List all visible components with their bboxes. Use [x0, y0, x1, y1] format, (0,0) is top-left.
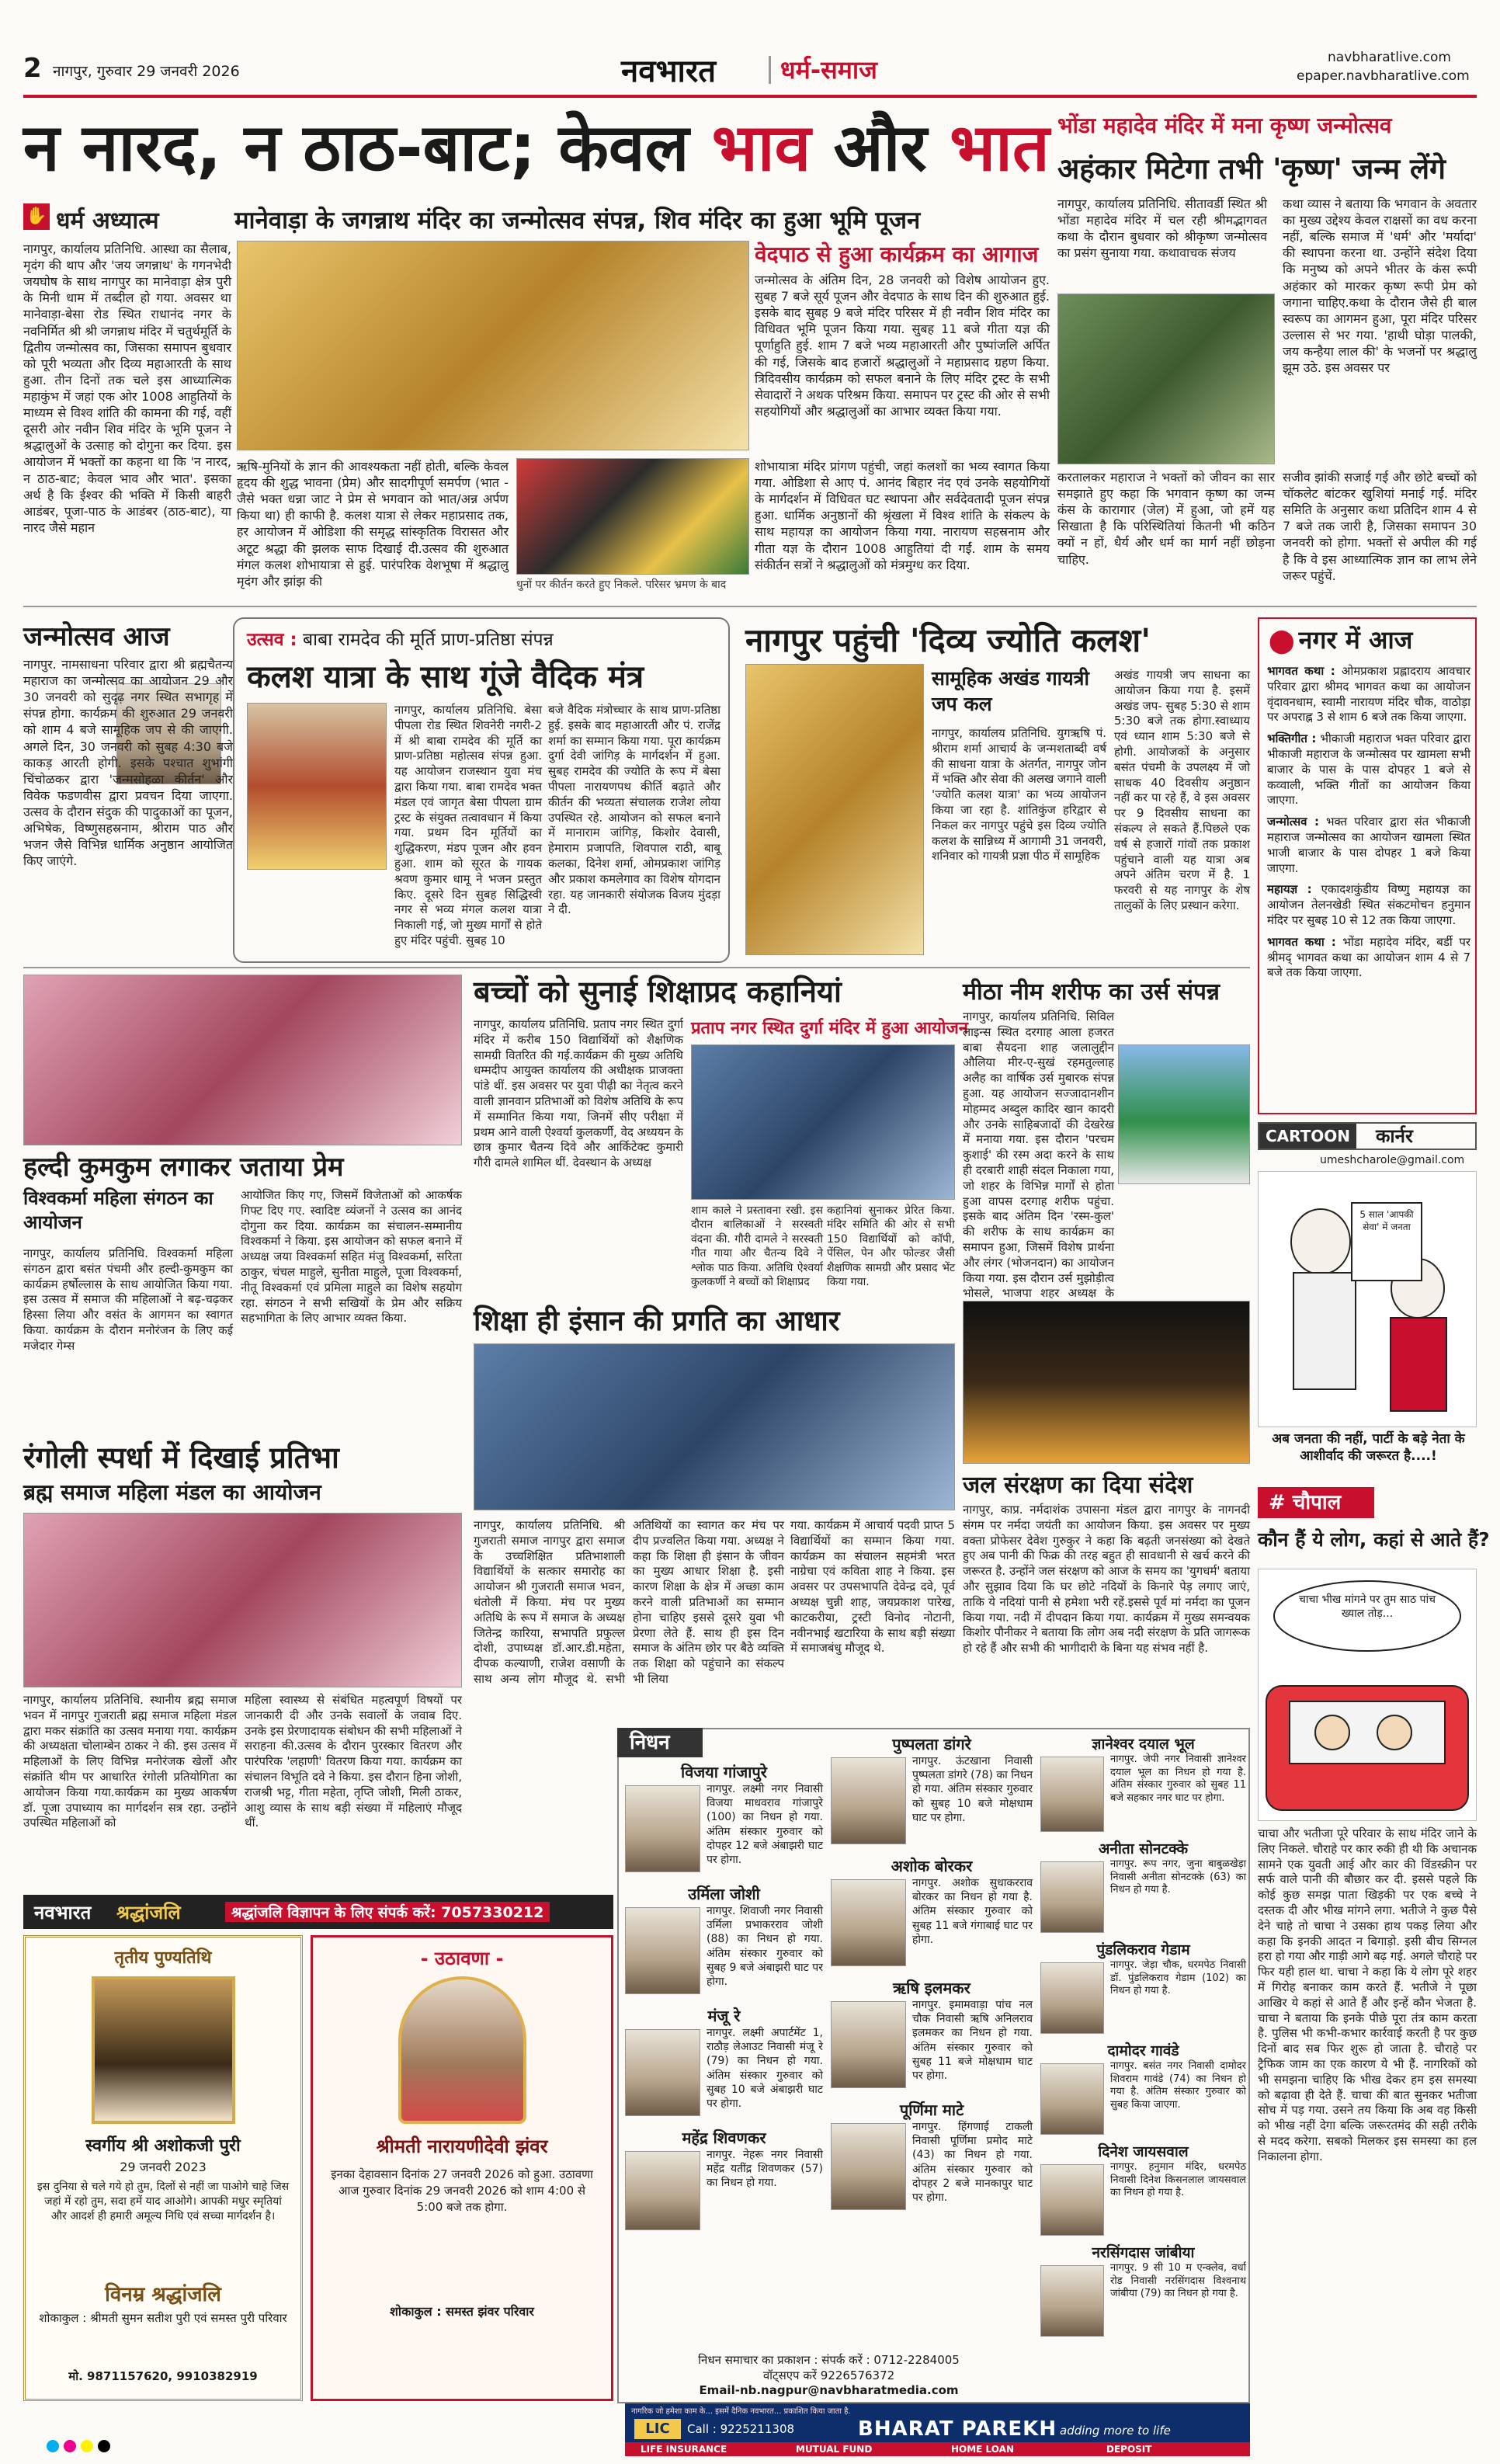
- jyoti-body2: अखंड गायत्री जप साधना का आयोजन किया गया है. इसमें अखंड जप- सुबह 5:30 से शाम 5:30 बजे तक होगा.स्वाध्याय एवं ध्यान शाम 5:30 बजे से होगी. आयोजकों के अनुसार बसंत पंचमी के उपलक्ष्य में जो साधक 40 दिवसीय अनुष्ठान नहीं कर पा रहे हैं, वे इस अवसर पर 9 दिवसीय साधना का संकल्प ले सकते हैं.पिछले एक वर्ष से हजारों गांवों तक प्रकाश पहुंचाने वाली यह यात्रा अब अपने अंतिम चरण में है. 1 फरवरी से यह नागपुर के शेष तालुकों के लिए प्रस्थान करेगा.: [1114, 668, 1250, 912]
- shiksha-headline: शिक्षा ही इंसान की प्रगति का आधार: [474, 1305, 840, 1337]
- bhonda-kicker: भोंडा महादेव मंदिर में मना कृष्ण जन्मोत्सव: [1057, 113, 1392, 138]
- bottom-ad: [625, 2403, 1250, 2456]
- rangoli-sub: ब्रह्म समाज महिला मंडल का आयोजन: [23, 1479, 321, 1505]
- kalash-body2: बजे वैदिक मंत्रोच्चार के साथ प्राण-प्रतिष्ठा हुई. इसके बाद महाआरती और पं. राजेंद्र शर्मा का सम्मान किया गया. पूरा कार्यक्रम दुर्गा देवी जांगिड़ के मार्गदर्शन में हुआ. सुबह रामदेव की ज्योति के रूप में बेसा पीपला नारायणपथ कीर्ति बढ़ाते और कीर्तन की भव्यता संचालक राजेश लोया उपस्थित रहे. आयोजन को सफल बनाने में मानाराम जांगिड़, किशोर देवासी, हेमाराम प्रजापति, शिवपाल राठी, बाबू कलका, दिनेश शर्मा, ओमप्रकाश जांगिड़ और प्रकाश कमलेगाव का विशेष योगदान रहा. यह जानकारी संयोजक विजय मुंदड़ा ने दी.: [548, 703, 720, 917]
- haldi-headline: हल्दी कुमकुम लगाकर जताया प्रेम: [23, 1152, 344, 1183]
- column-tag-label: धर्म अध्यात्म: [56, 207, 159, 235]
- kahaniyan-caption2: कहानियां सुनाकर प्रेरित किया. मंदिर समिति की ओर से सभी 150 विद्यार्थियों को कॉपी, पेंसिल, पेन और फोल्डर जैसी शैक्षणिक सामग्री और प्रसाद भेंट किया गया.: [827, 1204, 955, 1289]
- obituary-photo: [1040, 1757, 1104, 1832]
- haldi-body: नागपुर, कार्यालय प्रतिनिधि. विश्वकर्मा महिला संगठन द्वारा बसंत पंचमी और हल्दी-कुमकुम का कार्यक्रम हर्षोल्लास के साथ आयोजित किया गया. इस उत्सव में समाज की महिलाओं ने बढ़-चढ़कर हिस्सा लिया और वसंत के आगमन का स्वागत किया. कार्यक्रम के दौरान मनोरंजन के लिए कई मजेदार गेम्स: [23, 1246, 233, 1353]
- tribute-family: शोकाकुल : श्रीमती सुमन सतीश पुरी एवं समस्त पुरी परिवार: [39, 2311, 287, 2325]
- cartoon-email[interactable]: umeshcharole@gmail.com: [1320, 1154, 1465, 1166]
- kalash-body: नागपुर, कार्यालय प्रतिनिधि. बेसा पीपला रोड स्थित शिवनेरी नगरी-2 में श्री बाबा रामदेव की मूर्ति का प्राण-प्रतिष्ठा महोत्सव संपन्न हुआ. यह आयोजन राजस्थान युवा मंच द्वारा किया गया. बाबा रामदेव भक्त मंडल एवं जागृत बेसा पीपला ग्राम ट्रस्ट के संयुक्त तत्वावधान में किया गया. प्रथम दिन मूर्तियों का शुद्धिकरण, मंडप पूजन और हवन हुआ. शाम को सूरत के गायक श्रवण कुमार धामू ने भजन प्रस्तुत किए. दूसरे दिन सुबह सिद्धिस्वी नगर से भव्य मंगल कलश यात्रा निकाली गई, जो मुख्य मार्गों से होते हुए मंदिर पहुंची. सुबह 10: [394, 703, 542, 947]
- obituary-entry: [625, 2005, 823, 2119]
- lead-right-body: जन्मोत्सव के अंतिम दिन, 28 जनवरी को विशेष आयोजन हुए. सुबह 7 बजे सूर्य पूजन और वेदपाठ के साथ दिन की शुरुआत हुई. इसके बाद सुबह 9 बजे मंदिर परिसर में ही नवीन शिव मंदिर का विधिवत भूमि पूजन किया गया. सुबह 11 बजे गीता यज्ञ की पूर्णाहुति हुई. शाम 7 बजे भव्य महाआरती और पुष्पांजलि अर्पित की गई, जिसके बाद हजारों श्रद्धालुओं ने महाप्रसाद ग्रहण किया. त्रिदिवसीय कार्यक्रम को सफल बनाने के लिए मंदिर ट्रस्ट के सभी सेवादारों ने अथक परिश्रम किया. समापन पर ट्रस्ट की ओर से सभी सहयोगियों और श्रद्धालुओं का आभार व्यक्त किया गया.: [755, 273, 1050, 419]
- lead-headline: [23, 109, 1048, 194]
- kalash-photo: [247, 703, 387, 870]
- obituary-name: नरसिंगदास जांबीया: [1092, 2244, 1195, 2261]
- list-item: [1267, 664, 1470, 725]
- obituary-photo: [831, 2001, 906, 2088]
- masthead-rule: [23, 95, 1477, 98]
- kahaniyan-caption: शाम काले ने प्रस्तावना रखी. इस दौरान बालिकाओं ने सरस्वती वंदना की. गौरी दामले ने सरस्वती गीत गाया और चैतन्य दिवे ने श्लोक पाठ किया. अतिथि ऐश्वर्या कुलकर्णी ने बच्चों को शिक्षाप्रद: [691, 1204, 823, 1289]
- obituary-photo: [625, 2151, 700, 2230]
- cartoon-bubble: 5 साल 'आपकी सेवा' में जनता: [1359, 1209, 1414, 1232]
- lead-subhead: मानेवाड़ा के जगन्नाथ मंदिर का जन्मोत्सव संपन्न, शिव मंदिर का हुआ भूमि पूजन: [234, 207, 921, 235]
- tribute-ad-title: - उठावणा -: [420, 1948, 504, 1969]
- urs-headline: मीठा नीम शरीफ का उर्स संपन्न: [963, 978, 1220, 1006]
- cartoon-header: [1258, 1122, 1477, 1150]
- location-pin-icon: ⬤: [1269, 627, 1295, 655]
- tribute-name: श्रीमती नारायणीदेवी झंवर: [376, 2136, 548, 2157]
- cartoon-drawing: [1258, 1171, 1477, 1427]
- bhonda-headline: अहंकार मिटेगा तभी 'कृष्ण' जन्म लेंगे: [1057, 152, 1446, 186]
- obituary-name: ऋषि इलमकर: [893, 1979, 970, 1997]
- rangoli-photo: [23, 1513, 462, 1687]
- urs-photo: [1118, 1044, 1250, 1184]
- obituary-photo: [1040, 2164, 1104, 2236]
- list-item: [1267, 732, 1470, 808]
- obituary-name: पूर्णिमा माटे: [899, 2101, 964, 2119]
- obituary-text: नागपुर. 9 सी 10 म एन्क्लेव, वर्धा रोड निवासी नरसिंगदास विश्वनाथ जांबीया (79) का निधन हो गया है.: [1110, 2262, 1246, 2300]
- obituary-entry: [831, 1733, 1033, 1847]
- lead-right-body2: शोभायात्रा मंदिर प्रांगण पहुंची, जहां कलशों का भव्य स्वागत किया गया. ओडिशा से आए पं. आनंद बिहार नंद एवं उनके सहयोगियों के मार्गदर्शन में विधिवत घट स्थापना और सर्वदेवतादी पूजन संपन्न हुआ. धार्मिक अनुष्ठानों की श्रृंखला में विश्व शांति के संकल्प के साथ महायज्ञ का आयोजन किया गया. नारायण सहस्रनाम और गीता यज्ञ के दौरान 1008 आहुतियां दी गईं. शाम के समय संकीर्तन सत्रों ने श्रद्धालुओं को मंत्रमुग्ध कर दिया.: [755, 459, 1050, 572]
- site-link[interactable]: navbharatlive.com: [1328, 50, 1451, 65]
- rangoli-body2: महिला स्वास्थ्य से संबंधित महत्वपूर्ण विषयों पर जानकारी दी और उनके सवालों के जवाब दिए. उनके इस प्रेरणादायक संबोधन की सभी महिलाओं ने सराहना की.उत्सव के दौरान पुरस्कार वितरण और पारंपरिक 'लहाणी' वितरण किया गया. कार्यक्रम का संचालन विभूति दवे ने किया. इस दौरान हिना जोशी, राजश्री भट्ट, गीता महेता, तृप्ति जोशी, मिली ठाकर, आशु व्यास के साथ बड़ी संख्या में महिलाएं मौजूद थीं.: [245, 1693, 462, 1830]
- cartoon-tag: CARTOON: [1259, 1124, 1356, 1149]
- jal-headline: जल संरक्षण का दिया संदेश: [963, 1472, 1193, 1499]
- obituary-photo: [625, 2029, 700, 2116]
- obituary-name: ज्ञानेश्वर दयाल भूल: [1092, 1736, 1195, 1753]
- tribute-family: शोकाकुल : समस्त झंवर परिवार: [390, 2304, 534, 2319]
- nagar-item-label: जन्मोत्सव :: [1267, 815, 1319, 829]
- ad-contact: Call : 9225211308: [687, 2422, 795, 2436]
- obituary-name: अशोक बोरकर: [891, 1857, 973, 1875]
- shraddhanjali-contact: श्रद्धांजलि विज्ञापन के लिए संपर्क करें: 7057330212: [225, 1902, 550, 1922]
- obituary-photo: [625, 1907, 700, 1994]
- chaupal-bubble: चाचा भीख मांगने पर तुम साठ पांच ख्याल तोड़...: [1298, 1593, 1436, 1621]
- kahaniyan-headline: बच्चों को सुनाई शिक्षाप्रद कहानियां: [474, 975, 842, 1009]
- kahaniyan-body: नागपुर, कार्यालय प्रतिनिधि. प्रताप नगर स्थित दुर्गा मंदिर में करीब 150 विद्यार्थियों को शैक्षणिक सामग्री वितरित की गई.कार्यक्रम की मुख्य अतिथि धम्मदीप आयुक्त कार्यालय की अधीक्षक प्राजक्ता पांडे थीं. इस अवसर पर युवा पीढ़ी का नेतृत्व करने वाली ज्ञानवान प्रतिभाओं को विशेष अतिथि के रूप में सम्मानित किया गया, जिनमें सीए परीक्षा में प्रथम आने वाली ऐश्वर्या कुलकर्णी, वेद अध्ययन के छात्र कुमार चैतन्य दिवे और आर्किटेक्ट कुमारी गौरी दामले शामिल थीं. देवस्थान के अध्यक्ष: [474, 1017, 683, 1170]
- obituary-name: पुष्पलता डांगरे: [892, 1735, 971, 1753]
- lead-photo-caption: धुनों पर कीर्तन करते हुए निकले. परिसर भ्रमण के बाद: [516, 579, 727, 591]
- lead-mid-body: ऋषि-मुनियों के ज्ञान की आवश्यकता नहीं होती, बल्कि केवल हृदय की शुद्ध भावना (प्रेम) और सादगीपूर्ण समर्पण (भात - जैसे भक्त धन्ना जाट ने प्रेम से भगवान को भात/अन्न अर्पण किया था) ही काफी है. कलश यात्रा से लेकर महाप्रसाद तक, हर आयोजन में ओडिशा की समृद्ध सांस्कृतिक विरासत और अटूट श्रद्धा की झलक साफ दिखाई दी.उत्सव की शुरुआत मंगल कलश शोभायात्रा से हुई. पारंपरिक वेशभूषा में श्रद्धालु मृदंग और झांझ की: [237, 459, 509, 589]
- obituary-text: नागपुर. नेहरू नगर निवासी महेंद्र यतींद्र शिवणकर (57) का निधन हो गया.: [707, 2149, 823, 2190]
- tribute-ad-2: [311, 1935, 613, 2401]
- tribute-phone: मो. 9871157620, 9910382919: [68, 2369, 258, 2383]
- masthead: [23, 48, 1477, 90]
- nagar-title-text: नगर में आज: [1298, 625, 1413, 655]
- page-number: 2: [23, 53, 42, 84]
- urs-body: नागपुर, कार्यालय प्रतिनिधि. सिविल लाइन्स स्थित दरगाह आला हजरत बाबा सैयदना शाह जलालुद्दीन औलिया मीर-ए-सुखं रहमतुल्लाह अलैह का वार्षिक उर्स मुबारक संपन्न हुआ. यह आयोजन सज्जादानशीन मोहम्मद अब्दुल कादिर खान कादरी और उनके साहिबजादों की देखरेख में मनाया गया. इस दौरान 'परचम कुशाई' की रस्म अदा करने के साथ ही दरबारी शाही संदल निकाला गया, जो शहर के विभिन्न मार्गों से होता हुआ वापस दरगाह शरीफ पहुंचा. इसके बाद अंतिम दिन 'रस्म-कुल' की शरीफ के साथ कार्यक्रम का समापन हुआ, जिसमें विशेष प्रार्थना और लंगर (भोजनदान) का आयोजन किया गया. इस दौरान उर्स मुझोड़ीत्व भोसले, भाजपा शहर अध्यक्ष के: [963, 1010, 1114, 1301]
- tribute-footer: विनम्र श्रद्धांजलि: [105, 2283, 221, 2306]
- obituary-text: नागपुर. शिवाजी नगर निवासी उर्मिला प्रभाकरराव जोशी (88) का निधन हो गया. अंतिम संस्कार गुरुवार को सुबह 9 बजे अंबाझरी घाट पर होगा.: [707, 1905, 823, 1988]
- nidhan-col-1: [625, 1761, 823, 2351]
- obituary-name: विजया गांजापुरे: [681, 1763, 767, 1781]
- obituary-entry: [1040, 1733, 1246, 1833]
- lead-photo-crowd: [237, 241, 749, 450]
- nagar-item-text: एकादशकुंडीय विष्णु महायज्ञ का आयोजन तेलनखेडी स्थित संकटमोचन हनुमान मंदिर पर सुबह 10 से 12 तक किया जाएगा.: [1267, 882, 1470, 927]
- column-tag: [23, 203, 233, 235]
- obituary-photo: [1040, 1962, 1104, 2034]
- obituary-entry: [1040, 2040, 1246, 2136]
- bhonda-body3: करतालकर महाराज ने भक्तों को जीवन का सार समझाते हुए कहा कि भगवान कृष्ण का जन्म कंस के कारागार (जेल) में हुआ, जो हमें यह सिखाता है कि परिस्थितियां कितनी भी कठिन क्यों न हों, धैर्य और धर्म का मार्ग नहीं छोड़ना चाहिए.: [1057, 470, 1275, 567]
- tribute-name: स्वर्गीय श्री अशोकजी पुरी: [85, 2136, 241, 2156]
- jyoti-sub: सामूहिक अखंड गायत्री जप कल: [932, 667, 1089, 715]
- nagar-item-text: ओमप्रकाश प्रह्लादराय आवचार परिवार द्वारा श्रीमद भागवत कथा का आयोजन वृंदावनधाम, स्वामी नारायण मंदिर चौक, वाठोड़ा पर अपराह्न 3 से शाम 6 बजे तक किया जाएगा.: [1267, 664, 1470, 725]
- haldi-sub: विश्वकर्मा महिला संगठन का आयोजन: [23, 1187, 214, 1234]
- kalash-kicker-tag: उत्सव :: [247, 630, 297, 650]
- lic-logo: LIC: [634, 2419, 681, 2439]
- nagar-list: [1267, 664, 1470, 1110]
- shiksha-body: नागपुर, कार्यालय प्रतिनिधि. श्री गुजराती समाज नागपुर द्वारा समाज के उच्चशिक्षित प्रतिभाशाली विद्यार्थियों के सत्कार समारोह का आयोजन श्री गुजराती समाज भवन, धंतोली में किया. मंच पर मुख्य अतिथि के रूप में समाज के अध्यक्ष जितेन्द्र कारिया, सभापति प्रफुल्ल दोशी, उपाध्यक्ष डॉ.आर.डी.महेता, दीपक कल्याणी, राजेश वसाणी के साथ अन्य लोग मौजूद थे. सभी अतिथियों का स्वागत कर मंच पर दीप प्रज्वलित किया गया. अध्यक्ष ने कहा कि शिक्षा ही इंसान के जीवन का मुख्य आधार शिक्षा है. इसी कारण शिक्षा के क्षेत्र में अच्छा काम करने वाली प्रतिभाओं का सम्मान होना चाहिए इससे दूसरे युवा भी प्रेरणा लेते हैं. साथ ही इस दिन समाज के अंतिम छोर पर बैठे व्यक्ति तक शिक्षा को पहुंचाने का संकल्प भी लिया: [474, 1518, 784, 1686]
- obituary-name: दामोदर गावंडे: [1107, 2042, 1179, 2059]
- nidhan-footer-line: निधन समाचार का प्रकाशन : संपर्क करें : 0712-2284005: [698, 2353, 960, 2367]
- obituary-text: नागपुर. इमामवाड़ा पांच नल चौक निवासी ऋषि अनिलराव इलमकर का निधन हो गया. अंतिम संस्कार गुरुवार को सुबह 11 बजे मोक्षधाम घाट पर होगा.: [912, 1999, 1033, 2082]
- jal-body: नागपुर, काप्र. नर्मदाशंक उपासना मंडल द्वारा नागपुर के नागनदी संगम पर नर्मदा जयंती का आयोजन किया. इस अवसर पर मुख्य वक्ता प्रोफेसर देवेश गुरुकुर ने कहा कि बढ़ती जनसंख्या को देखते हुए अब पानी की फिक्र की तरह बहुत ही सावधानी से खर्च करने की जरूरत है. उन्होंने जल संरक्षण को आज के समय का 'युगधर्म' बताया और सुझाव दिया कि घर छोटे नदियों के किनारे पेड़ लगाए जाएं, ताकि ये नदियां पानी से हमेशा भरी रहें.इससे पूर्व मां नर्मदा का पूजन किया गया. नदी में दीपदान किया गया. कार्यक्रम में मुख्य समन्वयक किशोर पौनीकर ने बताया कि लोग अब नदी संरक्षण के प्रति जागरूक हो रहे हैं और सभी की भागीदारी के बिना यह संभव नहीं है.: [963, 1503, 1250, 1656]
- jyoti-photo: [745, 664, 924, 955]
- kahaniyan-photo: [691, 1044, 955, 1200]
- tribute-ad-1: [23, 1935, 303, 2401]
- obituary-text: नागपुर. लक्ष्मी अपार्टमेंट 1, राठौड़ लेआउट निवासी मंजू रे (79) का निधन हो गया. अंतिम संस्कार गुरुवार को सुबह 10 बजे अंबाझरी घाट पर होगा.: [707, 2027, 823, 2110]
- masthead-separator: [769, 56, 771, 84]
- ad-strip-item: MUTUAL FUND: [796, 2444, 873, 2455]
- shraddhanjali-title: श्रद्धांजलि: [116, 1902, 181, 1924]
- bhonda-photo: [1057, 294, 1275, 464]
- obituary-text: नागपुर. जेपी नगर निवासी ज्ञानेश्वर दयाल भूल का निधन हो गया है. अंतिम संस्कार गुरुवार को सुबह 11 बजे सहकार नगर घाट पर होगा.: [1110, 1753, 1246, 1804]
- list-item: [1267, 882, 1470, 928]
- kalash-headline: कलश यात्रा के साथ गूंजे वैदिक मंत्र: [247, 659, 644, 695]
- obituary-photo: [625, 1785, 700, 1872]
- shraddhanjali-bar: [23, 1895, 613, 1929]
- kalash-kicker: [247, 626, 720, 652]
- jyoti-headline: नागपुर पहुंची 'दिव्य ज्योति कलश': [745, 621, 1151, 659]
- obituary-entry: [1040, 1838, 1246, 1934]
- print-registration-marks: [47, 2440, 155, 2455]
- obituary-entry: [831, 1855, 1033, 1969]
- ad-strip-item: HOME LOAN: [951, 2444, 1014, 2455]
- chaupal-body: चाचा और भतीजा पूरे परिवार के साथ मंदिर जाने के लिए निकले. चौराहे पर कार रुकी ही थी कि अचानक सामने एक युवती आई और कार की विंडस्क्रीन पर सर्फ वाले पानी की बौछार कर दी. इससे पहले कि कोई कुछ समझ पाता खिड़की पर एक बच्चे ने दस्तक दी और भीख मांगने लगा. भतीजे ने कुछ पैसे देने चाहे तो चाचा ने उसका हाथ पकड़ लिया और कहा कि इनकी आदत न बिगाड़ो. इसी बीच सिग्नल हरा हो गया और गाड़ी आगे बढ़ गई. अगले चौराहे पर फिर यही हाल था. चाचा ने कहा कि ये लोग पूरे शहर में गिरोह बनाकर काम करते हैं. भतीजे ने पूछा आखिर ये कहां से आते हैं और इन्हें कौन भेजता है. चाचा ने बताया कि इनके पीछे पूरा तंत्र काम करता है. पुलिस भी कभी-कभार कार्रवाई करती है पर कुछ दिनों बाद सब फिर शुरू हो जाता है. चौराहे पर ट्रैफिक जाम का एक कारण ये भी हैं. नागरिकों को भी समझना चाहिए कि भीख देकर हम इस समस्या को बढ़ावा ही देते हैं. चाचा की बात सुनकर भतीजा सोच में पड़ गया. उसने तय किया कि अब वह किसी को भीख नहीं देगा बल्कि जरूरतमंद की सही तरीके से मदद करेगा. सबको मिलकर इस समस्या का हल निकालना होगा.: [1258, 1826, 1477, 2163]
- obituary-name: दिनेश जायसवाल: [1098, 2143, 1189, 2160]
- haldi-body2: आयोजित किए गए, जिसमें विजेताओं को आकर्षक गिफ्ट दिए गए. स्वादिष्ट व्यंजनों ने उत्सव का आनंद दोगुना कर दिया. कार्यक्रम का संचालन-सम्मानीय विश्वकर्मा ने किया. इस आयोजन को सफल बनाने में अध्यक्ष जया विश्वकर्मा सहित मंजु विश्वकर्मा, सरिता ठाकुर, चंचल माहुले, सुनीता माहुले, पूजा विश्वकर्मा, नीतू विश्वकर्मा एवं प्रमिला माहुले का विशेष सहयोग रहा. संगठन ने सभी सखियों के प्रेम और सक्रिय सहभागिता के लिए आभार व्यक्त किया.: [241, 1188, 462, 1326]
- bhonda-body2: कथा व्यास ने बताया कि भगवान के अवतार का मुख्य उद्देश्य केवल राक्षसों का वध करना नहीं, बल्कि समाज में 'धर्म' और 'मर्यादा' की स्थापना करना था. उन्होंने संदेश दिया कि मनुष्य को अपने भीतर के कंस रूपी अहंकार को मारकर कृष्ण रूपी प्रेम को जगाना चाहिए.कथा के दौरान जैसे ही बाल स्वरूप का आगमन हुआ, पूरा मंदिर परिसर उल्लास से भर गया. 'हाथी घोड़ा पालकी, जय कन्हैया लाल की' के भजनों पर श्रद्धालु झूम उठे. इस अवसर पर: [1283, 196, 1477, 376]
- list-item: [1267, 935, 1470, 981]
- nidhan-title: निधन: [617, 1728, 703, 1757]
- nagar-item-label: भक्तिगीत :: [1267, 732, 1317, 746]
- tribute-verse: इस दुनिया से चले गये हो तुम, दिलों से नहीं जा पाओगे चाहे जिस जहां में रहो तुम, सदा हमें याद आओगे। आपकी मधुर स्मृतियां और आदर्श ही हमारी अमूल्य निधि एवं सच्चा मार्गदर्शन है।: [36, 2181, 290, 2222]
- obituary-name: मंजू रे: [707, 2007, 741, 2025]
- ad-notice: नागरिक जो हमेशा काम के... इसमें दैनिक नवभारत... प्रकाशित किया जाता है.: [631, 2407, 851, 2416]
- jal-photo: [963, 1301, 1250, 1464]
- obituary-entry: [625, 1761, 823, 1875]
- tribute-date: 29 जनवरी 2023: [120, 2160, 207, 2174]
- obituary-photo: [1040, 2063, 1104, 2135]
- nagar-item-text: भोंडा महादेव मंदिर, बर्डी पर श्रीमद् भागवत कथा का आयोजन शाम 4 से 7 बजे तक किया जाएगा.: [1267, 934, 1470, 980]
- folded-hands-icon: ✋: [23, 203, 50, 230]
- obituary-entry: [625, 1883, 823, 1997]
- obituary-photo: [831, 2123, 906, 2210]
- obituary-name: महेंद्र शिवणकर: [682, 2129, 766, 2147]
- shiksha-photo: [474, 1343, 955, 1510]
- obituary-entry: [831, 1977, 1033, 2091]
- chaupal-tag: # चौपाल: [1258, 1487, 1374, 1518]
- cartoon-tag2: कार्नर: [1376, 1125, 1413, 1147]
- nagar-item-text: भीकाजी महाराज भक्त परिवार द्वारा भीकाजी महाराज के जन्मोत्सव पर खामला सभी बाजार के पास के पास दोपहर 1 बजे से कव्वाली, भक्ति गीतों का आयोजन किया जाएगा.: [1267, 732, 1470, 808]
- nagar-item-text: भक्त परिवार द्वारा संत भीकाजी महाराज जन्मोत्सव का आयोजन खामला स्थित भाजी बाजार के पास दोपहर 1 बजे किया जाएगा.: [1267, 815, 1470, 875]
- obituary-name: उर्मिला जोशी: [688, 1885, 760, 1903]
- lead-body: नागपुर, कार्यालय प्रतिनिधि. आस्था का सैलाब, मृदंग की थाप और 'जय जगन्नाथ' के गगनभेदी जयघोष के साथ नागपुर का मानेवाड़ा क्षेत्र पुरी के मिनी धाम में तब्दील हो गया. अवसर था मानेवाड़ा-बेसा रोड स्थित राधानंद नगर के नवनिर्मित श्री श्री जगन्नाथ मंदिर में चतुर्थमूर्ति के द्वितीय जन्मोत्सव का, जिसका समापन बुधवार को पूरी भव्यता और दिव्य महाआरती के साथ हुआ. तीन दिनों तक चले इस आध्यात्मिक महाकुंभ में जहां एक ओर 1008 आहुतियों के माध्यम से विश्व शांति की कामना की गई, वहीं दूसरी ओर नवीन शिव मंदिर के भूमि पूजन ने श्रद्धालुओं के उत्साह को दोगुना कर दिया. इस आयोजन में भक्तों का कहना था कि 'न नारद, न ठाठ-बाट; केवल भाव और भात'. इसका अर्थ है कि ईश्वर की भक्ति में किसी बाहरी आडंबर, पूजा-पाठ के आडंबर (ठाठ-बाट), या नारद जैसे महान: [23, 242, 231, 535]
- nagar-title: [1269, 623, 1470, 657]
- obituary-text: नागपुर. जेड़ा चौक, धरमपेठ निवासी डॉ. पुंडलिकराव गेडाम (102) का निधन हो गया है.: [1110, 1959, 1246, 1997]
- janmotsav-title: जन्मोत्सव आज: [23, 621, 170, 652]
- rangoli-headline: रंगोली स्पर्धा में दिखाई प्रतिभा: [23, 1441, 339, 1475]
- obituary-entry: [625, 2127, 823, 2233]
- nagar-item-label: भागवत कथा :: [1267, 664, 1335, 678]
- lead-headline-part: और: [811, 109, 950, 186]
- obituary-photo: [1040, 2265, 1104, 2337]
- lead-photo-deities: [516, 458, 749, 575]
- epaper-link[interactable]: epaper.navbharatlive.com: [1297, 68, 1470, 84]
- obituary-name: अनीता सोनटक्के: [1098, 1840, 1189, 1858]
- lead-headline-accent: भात: [950, 109, 1050, 186]
- obituary-photo: [831, 1879, 906, 1966]
- obituary-text: नागपुर. बसंत नगर निवासी दामोदर शिवराम गावंडे (74) का निधन हो गया है. अंतिम संस्कार गुरुवार को सुबह किया जाएगा.: [1110, 2060, 1246, 2111]
- tribute-photo: [398, 1976, 526, 2124]
- obituary-text: नागपुर. हनुमान मंदिर, धरमपेठ निवासी दिनेश किसनलाल जायसवाल का निधन हो गया है.: [1110, 2161, 1246, 2199]
- shraddhanjali-brand: नवभारत: [34, 1902, 92, 1924]
- section-divider: [23, 606, 1477, 607]
- bhonda-body4: सजीव झांकी सजाई गई और छोटे बच्चों को चॉकलेट बांटकर खुशियां मनाई गईं. मंदिर समिति के अनुसार कथा प्रतिदिन शाम 4 से 7 बजे तक जारी है, जिसका समापन 30 जनवरी को होगा. भक्तों से अपील की गई है कि वे इस आध्यात्मिक ज्ञान का लाभ लेने जरूर पहुंचें.: [1283, 470, 1477, 583]
- ad-strip-item: LIFE INSURANCE: [641, 2444, 727, 2455]
- ad-tagline: adding more to life: [1060, 2424, 1171, 2438]
- tribute-ad-title: तृतीय पुण्यतिथि: [114, 1948, 212, 1968]
- lead-headline-accent: भाव: [711, 109, 811, 186]
- cartoon-caption: अब जनता की नहीं, पार्टी के बड़े नेता के आशीर्वाद की जरूरत है....!: [1272, 1431, 1465, 1465]
- obituary-entry: [1040, 1939, 1246, 2035]
- nidhan-footer: [625, 2353, 1033, 2400]
- kahaniyan-sub: प्रताप नगर स्थित दुर्गा मंदिर में हुआ आयोजन: [691, 1019, 968, 1038]
- shiksha-body2: गया. कार्यक्रम में आचार्य पदवी प्राप्त 5 विद्यार्थियों का सम्मान किया गया. कार्यक्रम का संचालन सहमंत्री भरत नाग्रेचा एवं कविता शाह ने किया. इस अवसर पर उपसभापति देवेन्द्र दवे, पूर्व अध्यक्ष चुन्नी शाह, जयप्रकाश पारेख, काटकरीया, ट्रस्टी विनोद नोटानी, नवीनभाई खटारिया के साथ बड़ी संख्या में समाजबंधु मौजूद थे.: [790, 1518, 955, 1656]
- obituary-text: नागपुर. ऊंटखाना निवासी पुष्पलता डांगरे (78) का निधन हो गया. अंतिम संस्कार गुरुवार को सुबह 10 बजे मोक्षधाम घाट पर होगा.: [912, 1755, 1033, 1824]
- nagar-item-label: भागवत कथा :: [1267, 934, 1336, 949]
- lead-sub2: वेदपाठ से हुआ कार्यक्रम का आगाज: [755, 242, 1039, 267]
- list-item: [1267, 815, 1470, 876]
- ad-strip-item: DEPOSIT: [1106, 2444, 1152, 2455]
- dateline: नागपुर, गुरुवार 29 जनवरी 2026: [53, 63, 240, 80]
- obituary-photo: [1040, 1861, 1104, 1933]
- nidhan-footer-email[interactable]: Email-nb.nagpur@navbharatmedia.com: [699, 2383, 959, 2397]
- section-divider: [23, 967, 1250, 968]
- nidhan-footer-line: वॉट्सएप करें 9226576372: [762, 2368, 895, 2382]
- nidhan-col-2: [831, 1733, 1033, 2355]
- chaupal-headline: कौन हैं ये लोग, कहां से आते हैं?: [1258, 1528, 1490, 1551]
- obituary-text: नागपुर. अशोक सुधाकरराव बोरकर का निधन हो गया है. अंतिम संस्कार गुरुवार को सुबह 11 बजे गंगाबाई घाट पर होगा.: [912, 1877, 1033, 1946]
- rangoli-body: नागपुर, कार्यालय प्रतिनिधि. स्थानीय ब्रह्म समाज भवन में नागपुर गुजराती ब्रह्म समाज महिला मंडल द्वारा मकर संक्रांति का उत्सव मनाया गया. कार्यक्रम की अध्यक्षता चोलाम्बेन ठाकर ने की. इस उत्सव में महिलाओं के लिए विभिन्न मनोरंजक खेलों और संक्रांति थीम पर आधारित रंगोली प्रतियोगिता का आयोजन किया गया.कार्यक्रम का मुख्य आकर्षण डॉ. पूजा उपाध्याय का मार्गदर्शन सत्र रहा. उन्होंने उपस्थित महिलाओं को: [23, 1693, 237, 1830]
- obituary-text: नागपुर. रूप नगर, जुना बाबुळखेड़ा निवासी अनीता सोनटक्के (63) का निधन हो गया है.: [1110, 1858, 1246, 1896]
- janmotsav-body: नागपुर. नामसाधना परिवार द्वारा श्री ब्रह्मचैतन्य महाराज का जन्मोत्सव का आयोजन 29 और 30 जनवरी को सुदृढ़ नगर स्थित सभागृह में संपन्न होगा. कार्यक्रम की शुरुआत 29 जनवरी को शाम 4 बजे सामूहिक जप से की जाएगी. अगले दिन, 30 जनवरी को सुबह 4:30 बजे काकड़ आरती होगी. इसके पश्चात शुभांगी चिंचोळकर द्वारा 'जन्मसोहळा कीर्तन' और विवेक फडणवीस द्वारा प्रवचन दिया जाएगा. उत्सव के दौरान संदुक की पादुकाओं का पूजन, अभिषेक, विष्णुसहस्रनाम, श्रीराम पाठ और भजन जैसे विभिन्न धार्मिक अनुष्ठान आयोजित किए जाएंगे.: [23, 657, 233, 869]
- obituary-entry: [1040, 2141, 1246, 2237]
- obituary-name: पुंडलिकराव गेडाम: [1096, 1941, 1190, 1958]
- ad-brand: BHARAT PAREKH: [858, 2417, 1057, 2441]
- kalash-kicker-text: बाबा रामदेव की मूर्ति प्राण-प्रतिष्ठा संपन्न: [303, 630, 554, 650]
- brand-logo: नवभारत: [621, 53, 717, 89]
- obituary-entry: [831, 2099, 1033, 2213]
- tribute-photo: [92, 1976, 235, 2124]
- ad-strip: [625, 2442, 1250, 2456]
- bhonda-body: नागपुर, कार्यालय प्रतिनिधि. सीतावर्डी स्थित श्री भोंडा महादेव मंदिर में चल रही श्रीमद्भागवत कथा के दौरान बुधवार को श्रीकृष्ण जन्मोत्सव का प्रसंग सुनाया गया. कथावाचक संजय: [1057, 196, 1267, 261]
- section-name: धर्म-समाज: [780, 55, 877, 85]
- obituary-text: नागपुर. हिंगणाई टाकली निवासी पूर्णिमा प्रमोद माटे (43) का निधन हो गया. अंतिम संस्कार गुरुवार को दोपहर 2 बजे मानकापुर घाट पर होगा.: [912, 2121, 1033, 2204]
- lead-headline-part: न नारद, न ठाठ-बाट; केवल: [23, 109, 712, 186]
- nidhan-col-3: [1040, 1733, 1246, 2401]
- chaupal-drawing: [1258, 1569, 1477, 1821]
- obituary-entry: [1040, 2242, 1246, 2338]
- nagar-item-label: महायज्ञ :: [1267, 882, 1312, 897]
- tribute-text: इनका देहावसान दिनांक 27 जनवरी 2026 को हुआ. उठावणा आज गुरुवार दिनांक 29 जनवरी 2026 को शाम 4:00 से 5:00 बजे तक होगा.: [331, 2167, 593, 2214]
- obituary-photo: [831, 1757, 906, 1844]
- obituary-text: नागपुर. लक्ष्मी नगर निवासी विजया माधवराव गांजापुरे (100) का निधन हो गया. अंतिम संस्कार गुरुवार को दोपहर 12 बजे अंबाझरी घाट पर होगा.: [707, 1783, 823, 1866]
- haldi-photo: [23, 975, 462, 1145]
- jyoti-body: नागपुर, कार्यालय प्रतिनिधि. युगऋषि पं. श्रीराम शर्मा आचार्य के जन्मशताब्दी वर्ष की साधना यात्रा के अंतर्गत, नागपुर जोन में भक्ति और सेवा की अलख जगाने वाली 'ज्योति कलश यात्रा' का भव्य आयोजन किया जा रहा है. शांतिकुंज हरिद्वार से निकल कर नागपुर पहुंचे इस दिव्य ज्योति कलश के सान्निध्य में आगामी 31 जनवरी, शनिवार को गायत्री प्रज्ञा पीठ में सामूहिक: [932, 726, 1106, 864]
